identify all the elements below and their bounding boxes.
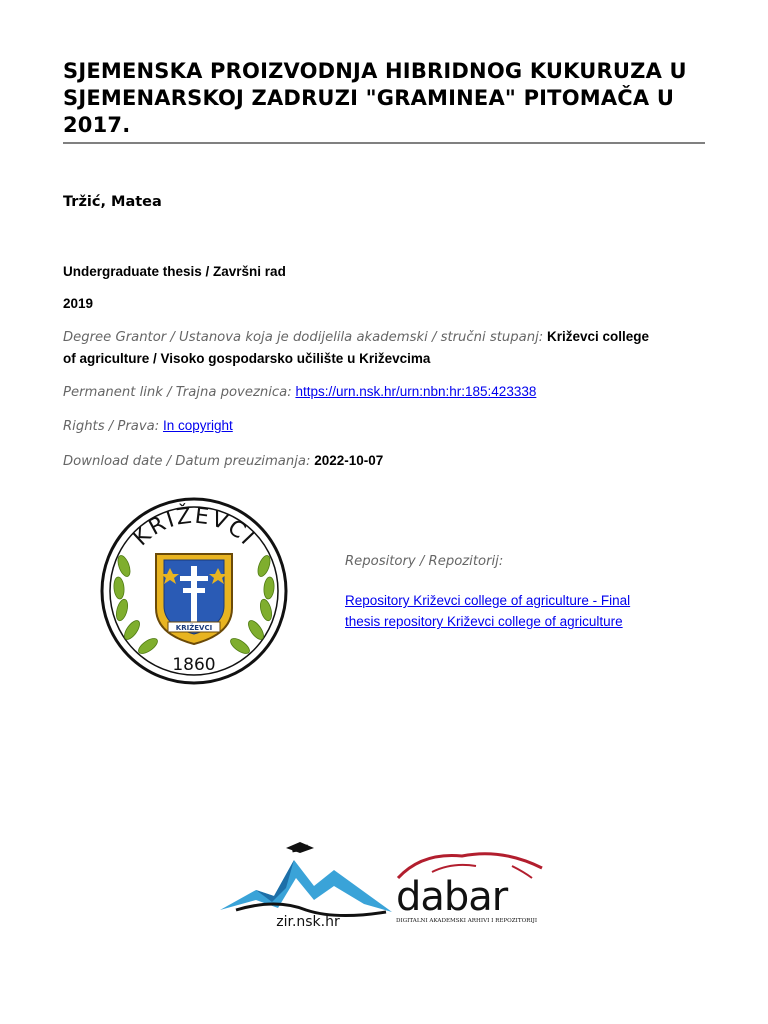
degree-grantor bbox=[63, 326, 663, 369]
dabar-logo[interactable] bbox=[392, 842, 552, 928]
title-divider bbox=[63, 142, 705, 144]
seal-banner-text: KRIŽEVCI bbox=[175, 624, 213, 632]
degree-grantor-label: Degree Grantor / Ustanova koja je dodijelila akademski / stručni stupanj: bbox=[63, 330, 544, 345]
permanent-link-url[interactable]: https://urn.nsk.hr/urn:nbn:hr:185:423338 bbox=[295, 384, 537, 399]
repository-label: Repository / Repozitorij: bbox=[345, 554, 504, 569]
repository-link[interactable]: Repository Križevci college of agriculture - Final thesis repository Križevci college of agriculture bbox=[345, 593, 631, 629]
document-title: SJEMENSKA PROIZVODNJA HIBRIDNOG KUKURUZA U SJEMENARSKOJ ZADRUZI "GRAMINEA" PITOMAČA U 2017. bbox=[63, 59, 687, 137]
rights-label: Rights / Prava: bbox=[63, 419, 160, 434]
permanent-link bbox=[63, 381, 536, 403]
author-name: Tržić, Matea bbox=[63, 194, 162, 210]
permanent-link-label: Permanent link / Trajna poveznica: bbox=[63, 385, 292, 400]
dabar-tagline: DIGITALNI AKADEMSKI ARHIVI I REPOZITORIJI bbox=[396, 918, 538, 924]
download-date-label: Download date / Datum preuzimanja: bbox=[63, 454, 311, 469]
zir-nsk-logo[interactable] bbox=[216, 838, 396, 930]
repository-link-wrapper bbox=[345, 590, 645, 632]
thesis-type: Undergraduate thesis / Završni rad bbox=[63, 264, 286, 279]
degree-grantor-value: Križevci college of agriculture / Visoko gospodarsko učilište u Križevcima bbox=[63, 329, 650, 366]
thesis-year: 2019 bbox=[63, 296, 94, 311]
seal-top-text: KRIŽEVCI bbox=[128, 503, 260, 552]
krizevci-seal-logo bbox=[94, 496, 294, 686]
rights bbox=[63, 415, 233, 437]
rights-link[interactable]: In copyright bbox=[162, 418, 233, 433]
download-date bbox=[63, 450, 383, 472]
seal-year: 1860 bbox=[172, 655, 216, 675]
dabar-wordmark: dabar bbox=[396, 874, 508, 920]
zir-logo-text: zir.nsk.hr bbox=[276, 914, 340, 930]
download-date-value: 2022-10-07 bbox=[314, 453, 384, 468]
